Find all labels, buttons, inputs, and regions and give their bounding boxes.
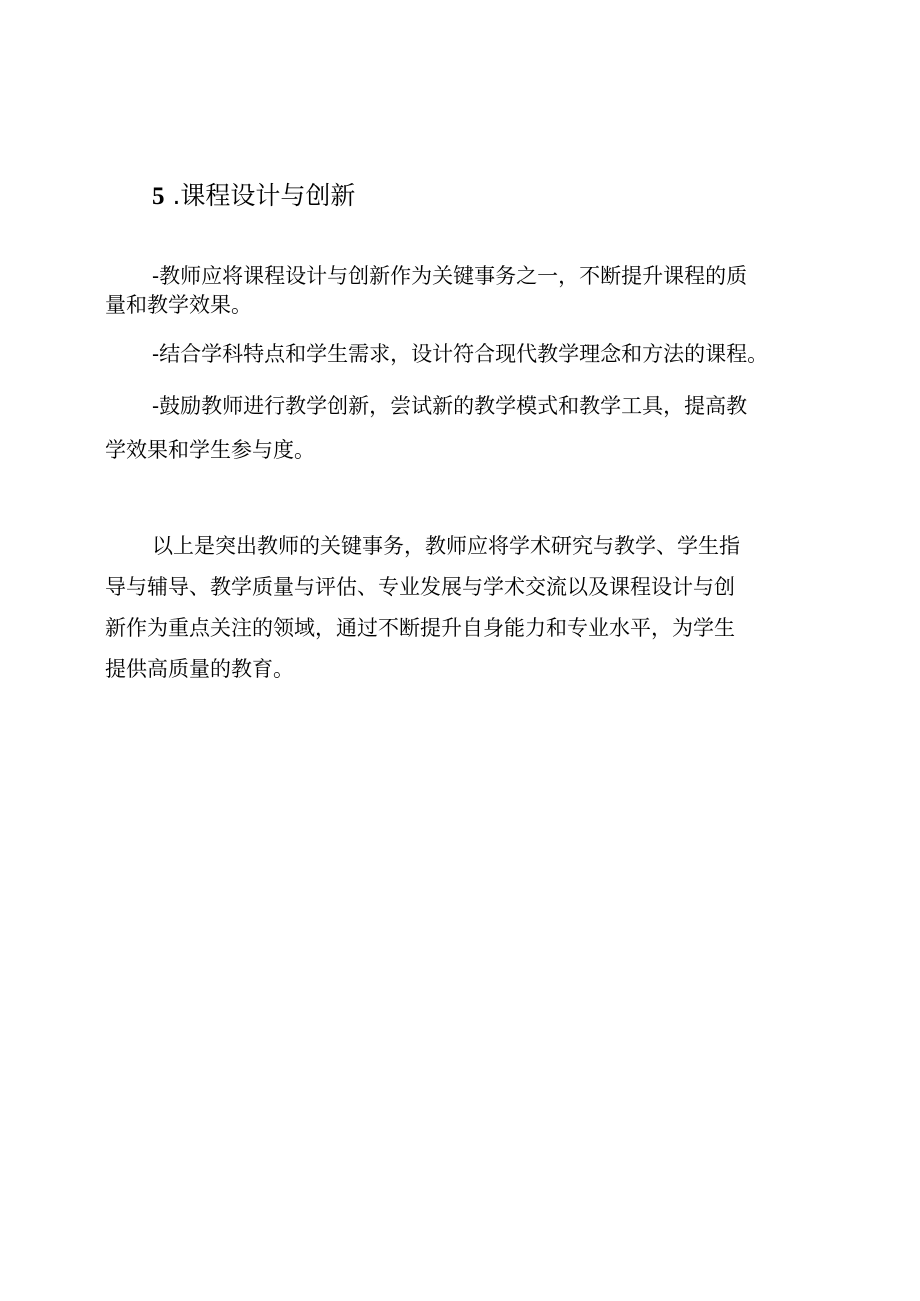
- paragraph-line: 量和教学效果。: [105, 293, 252, 317]
- bullet-paragraph-1: [105, 262, 835, 320]
- paragraph-line: 导与辅导、教学质量与评估、专业发展与学术交流以及课程设计与创: [105, 575, 735, 599]
- section-number: 5: [152, 183, 165, 210]
- bullet-paragraph-2: [105, 338, 835, 370]
- paragraph-line: 新作为重点关注的领域，通过不断提升自身能力和专业水平，为学生: [105, 616, 735, 640]
- paragraph-line: 学效果和学生参与度。: [105, 438, 315, 462]
- section-heading: [152, 176, 355, 217]
- paragraph-line: 以上是突出教师的关键事务，教师应将学术研究与教学、学生指: [152, 534, 740, 558]
- paragraph-line: -结合学科特点和学生需求，设计符合现代教学理念和方法的课程。: [152, 342, 769, 366]
- section-title: .课程设计与创新: [172, 181, 356, 210]
- paragraph-line: -鼓励教师进行教学创新，尝试新的教学模式和教学工具，提高教: [152, 394, 748, 418]
- paragraph-line: -教师应将课程设计与创新作为关键事务之一，不断提升课程的质: [152, 264, 748, 288]
- summary-paragraph: [105, 526, 835, 690]
- bullet-paragraph-3: [105, 384, 835, 472]
- paragraph-line: 提供高质量的教育。: [105, 657, 294, 681]
